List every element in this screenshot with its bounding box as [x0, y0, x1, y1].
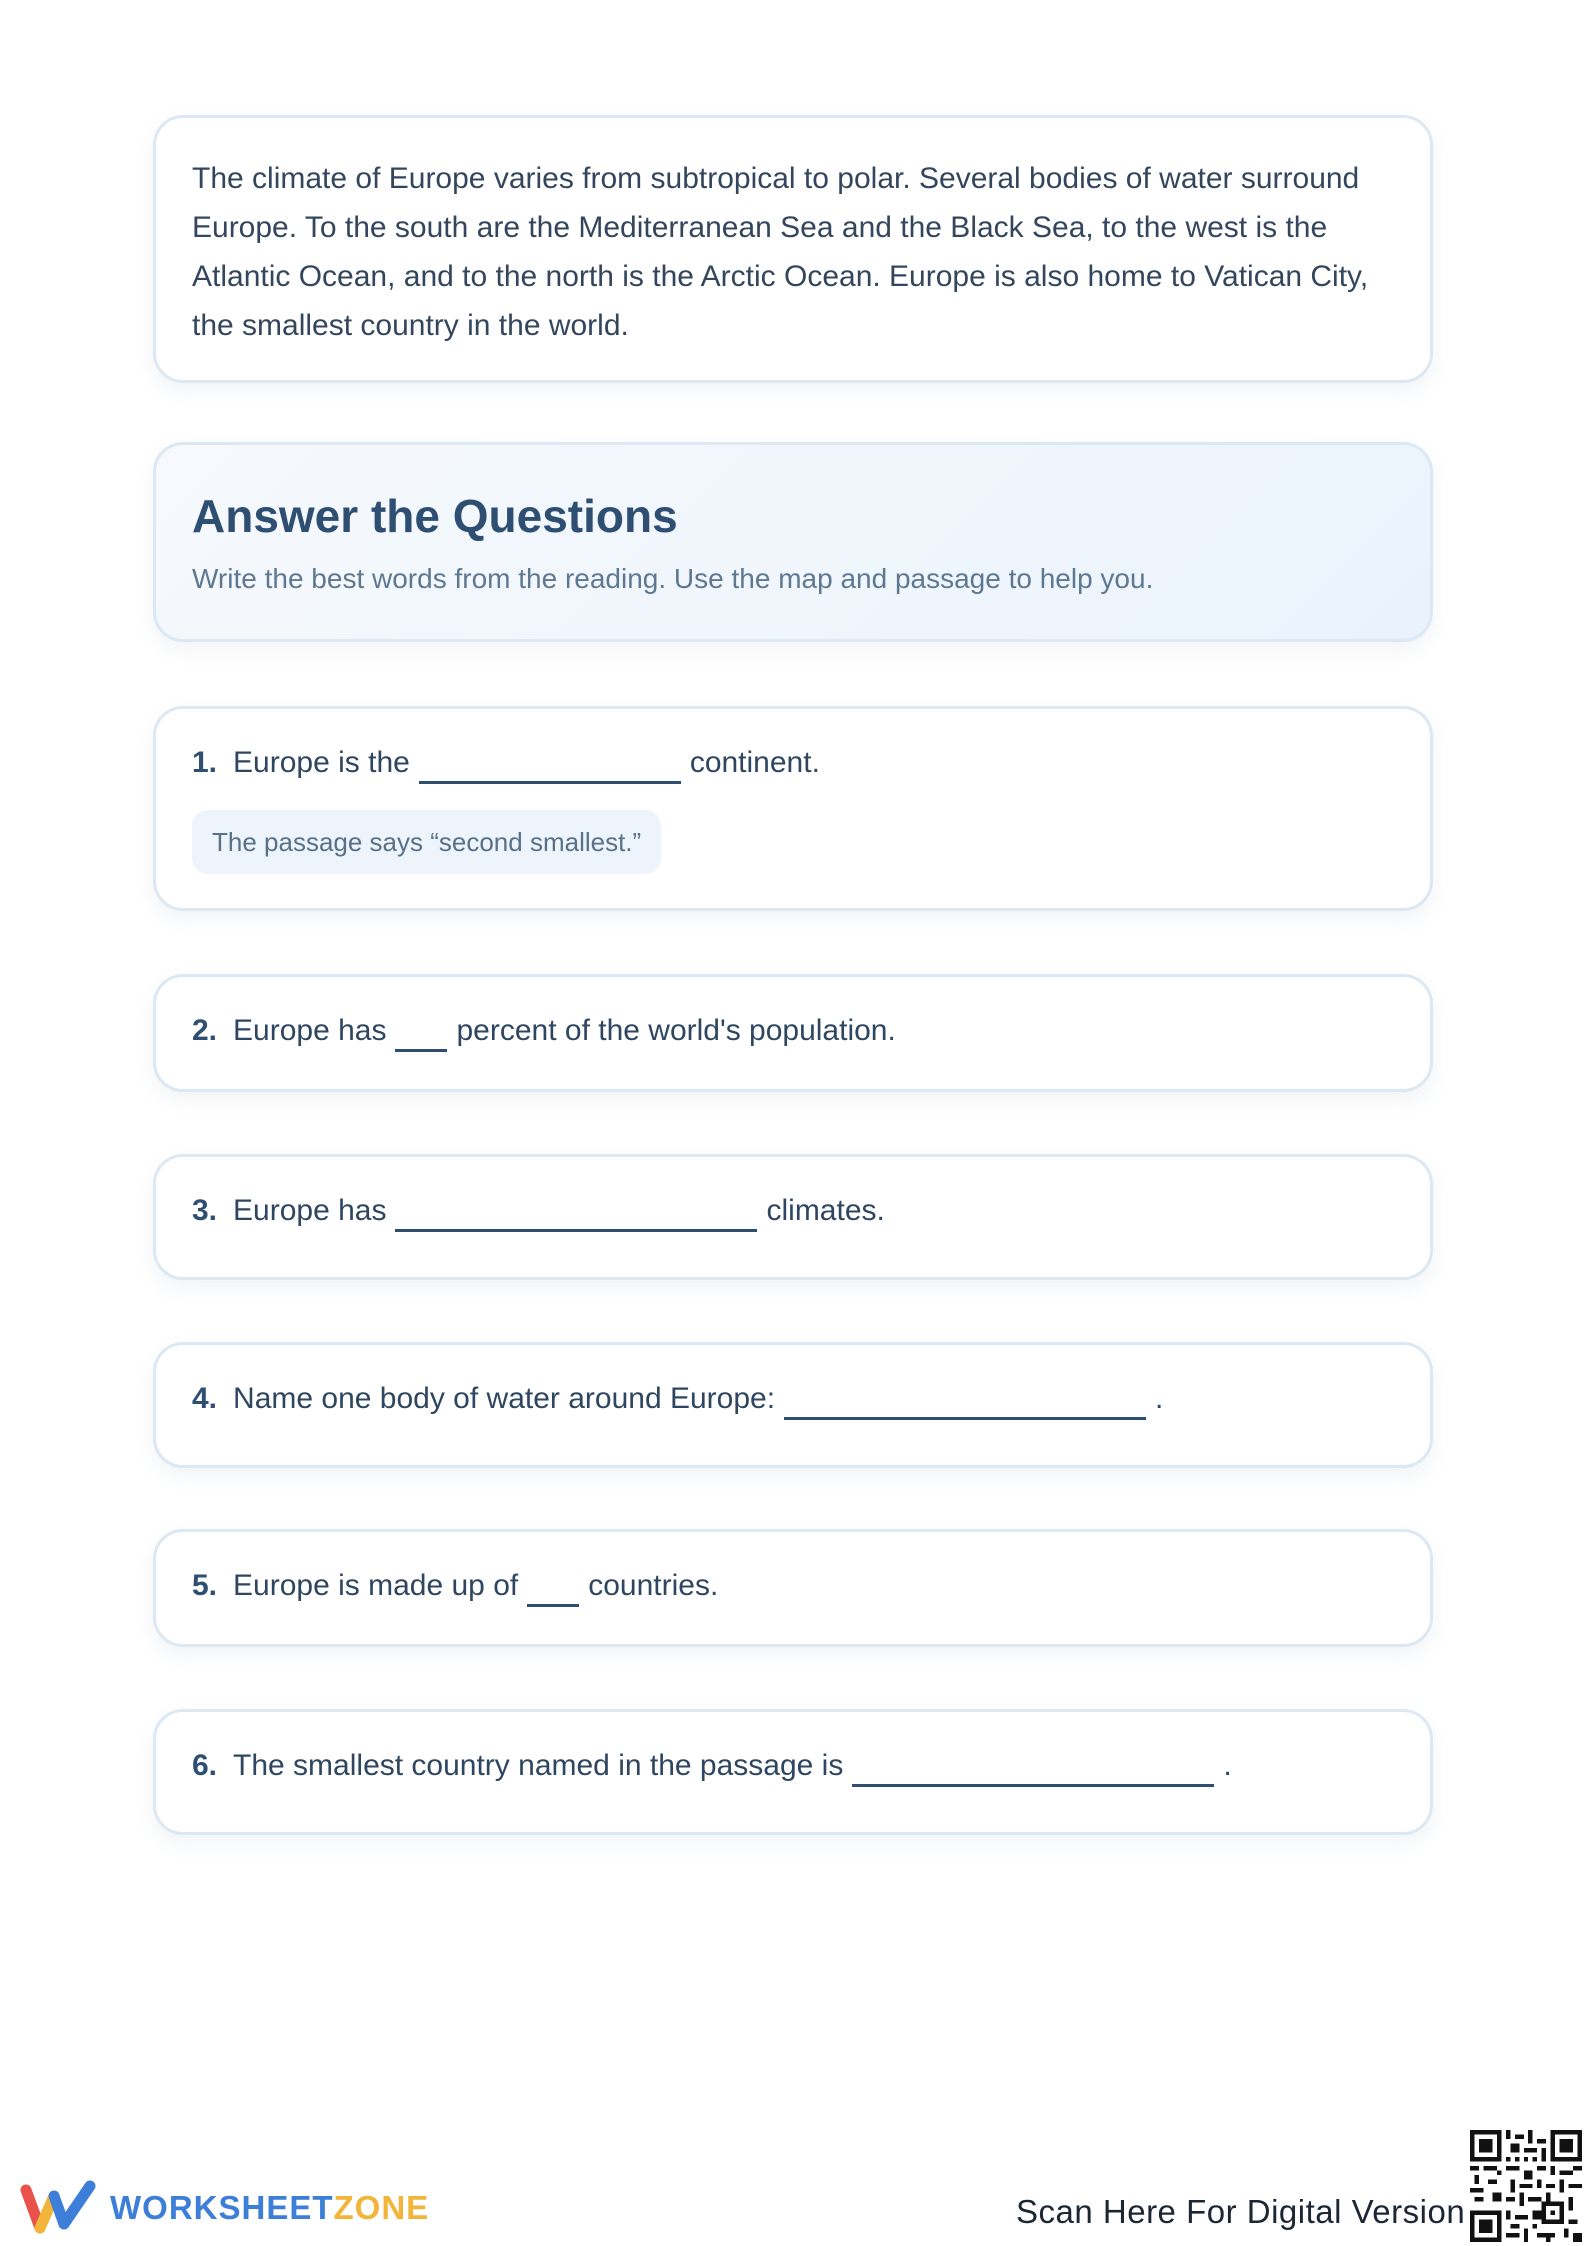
answer-blank[interactable]	[395, 1029, 447, 1052]
question-number: 1.	[192, 746, 218, 779]
logo-text-worksheet: WORKSHEET	[110, 2189, 334, 2226]
logo-text-zone: ZONE	[333, 2189, 430, 2226]
logo-w-icon	[20, 2180, 98, 2236]
worksheetzone-logo[interactable]	[20, 2180, 429, 2236]
question-card-6	[153, 1709, 1433, 1835]
question-text-before: Europe is the	[233, 746, 410, 779]
answer-blank[interactable]	[419, 761, 681, 784]
question-text-after: continent.	[689, 746, 820, 779]
scan-label: Scan Here For Digital Version	[1016, 2193, 1466, 2230]
hint-badge: The passage says “second smallest.”	[192, 810, 661, 874]
question-number: 6.	[192, 1749, 218, 1782]
answer-blank[interactable]	[784, 1397, 1146, 1420]
question-number: 2.	[192, 1014, 218, 1047]
passage-card	[153, 115, 1433, 383]
question-number: 5.	[192, 1569, 218, 1602]
question-card-1	[153, 706, 1433, 911]
question-card-4	[153, 1342, 1433, 1468]
question-number: 3.	[192, 1194, 218, 1227]
question-card-3	[153, 1154, 1433, 1280]
question-card-5	[153, 1529, 1433, 1647]
question-text-before: Europe has	[233, 1014, 387, 1047]
answer-blank[interactable]	[527, 1584, 579, 1607]
question-text-before: Name one body of water around Europe:	[233, 1382, 776, 1415]
question-text-before: Europe has	[233, 1194, 387, 1227]
question-text-after: countries.	[588, 1569, 719, 1602]
answer-blank[interactable]	[852, 1764, 1214, 1787]
question-text-after: .	[1223, 1749, 1232, 1782]
passage-text: The climate of Europe varies from subtropical to polar. Several bodies of water surround Europe. To the south are the Mediterranean Sea and the Black Sea, to the west is the Atlantic Ocean, and to the north is the Arctic Ocean. Europe is also home to Vatican City, the smallest country in the world.	[192, 162, 1369, 342]
question-text-before: The smallest country named in the passage is	[233, 1749, 844, 1782]
answer-blank[interactable]	[395, 1209, 757, 1232]
section-instructions: Write the best words from the reading. Use the map and passage to help you.	[192, 563, 1154, 594]
qr-code-icon[interactable]	[1470, 2130, 1582, 2242]
section-title: Answer the Questions	[192, 490, 678, 542]
question-text-after: climates.	[766, 1194, 885, 1227]
question-text-after: percent of the world's population.	[456, 1014, 896, 1047]
question-number: 4.	[192, 1382, 218, 1415]
question-text-before: Europe is made up of	[233, 1569, 519, 1602]
question-text-after: .	[1155, 1382, 1164, 1415]
logo-wordmark	[110, 2189, 429, 2227]
question-card-2	[153, 974, 1433, 1092]
questions-header	[153, 442, 1433, 642]
